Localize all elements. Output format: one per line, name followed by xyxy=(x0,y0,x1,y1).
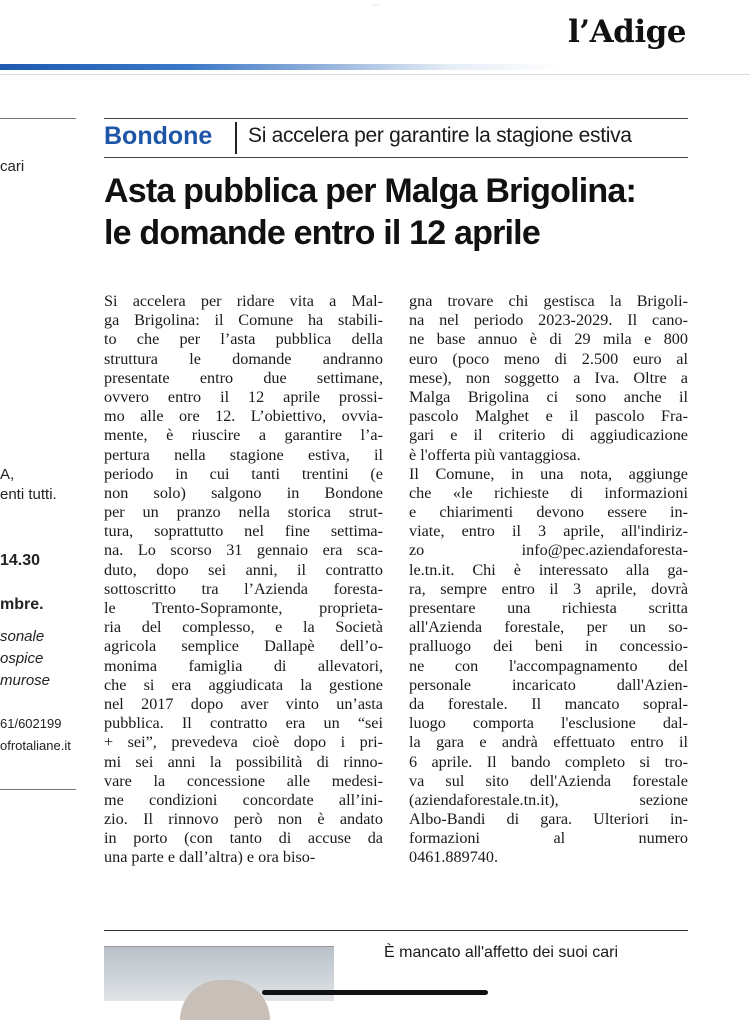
article-text-line: periodo in cui tanti trentini (e xyxy=(104,464,383,483)
masthead-gradient-rule xyxy=(0,64,750,70)
article-text-line: ga Brigolina: il Comune ha stabili- xyxy=(104,311,383,330)
article-text-line: pralluogo dei beni in concessio- xyxy=(409,637,688,656)
obituary-text: È mancato all'affetto dei suoi cari xyxy=(384,944,618,961)
article-text-line: in porto (con tanto di accuse da xyxy=(104,829,383,848)
kicker-topic: Bondone xyxy=(104,122,213,150)
article-text-line: (aziendaforestale.tn.it), sezione xyxy=(409,790,688,809)
article-text-line: Albo-Bandi di gara. Ulteriori in- xyxy=(409,810,688,829)
article-text-line: va sul sito dell'Azienda forestale xyxy=(409,771,688,790)
article-text-line: agricola semplice Dallapè dell’o- xyxy=(104,637,383,656)
drag-handle: ··· xyxy=(371,1,379,10)
article-text-line: presentare una richiesta scritta xyxy=(409,599,688,617)
article-text-line: na. Lo scorso 31 gennaio era sca- xyxy=(104,541,383,560)
article-text-line: le Trento-Sopramonte, proprieta- xyxy=(104,599,383,617)
article-column-left xyxy=(104,292,383,868)
article-text-line: sottoscritto tra l’Azienda foresta- xyxy=(104,579,383,598)
left-fragment-text: ofrotaliane.it xyxy=(0,738,71,753)
article-text-line: ne con l'accompagnamento del xyxy=(409,656,688,675)
article-text-line: Il Comune, in una nota, aggiunge xyxy=(409,464,688,483)
article-text-line: tura, soprattutto nel fine settima- xyxy=(104,522,383,541)
article-text-line: pubblica. Il contratto era un “sei xyxy=(104,714,383,733)
article-text-line: ovvero entro il 12 aprile prossi- xyxy=(104,387,383,406)
article-text-line: mese), non soggetto a Iva. Oltre a xyxy=(409,368,688,387)
home-indicator-bar[interactable] xyxy=(262,990,488,995)
article-text-line: zo info@pec.aziendaforesta- xyxy=(409,541,688,560)
left-fragment-text: 14.30 xyxy=(0,552,41,569)
kicker-bottom-rule xyxy=(104,157,688,158)
left-fragment-text: 61/602199 xyxy=(0,716,62,731)
left-fragment-text: ospice xyxy=(0,650,44,667)
article-text-line: gna trovare chi gestisca la Brigoli- xyxy=(409,292,688,310)
left-fragment-text: murose xyxy=(0,672,51,689)
kicker-separator xyxy=(235,122,237,154)
article-text-line: personale incaricato dall'Azien- xyxy=(409,675,688,694)
article-text-line: Malga Brigolina ci sono anche il xyxy=(409,387,688,406)
article-text-line: nel 2017 dopo aver vinto un’asta xyxy=(104,694,383,713)
left-column-top-rule xyxy=(0,118,76,119)
headline-line: Asta pubblica per Malga Brigolina: xyxy=(104,172,636,210)
article-text-line: e chiarimenti devono essere in- xyxy=(409,503,688,522)
article-text-line: pertura nella stagione estiva, il xyxy=(104,445,383,464)
article-text-line: ria del complesso, e la Società xyxy=(104,618,383,637)
headline-line: le domande entro il 12 aprile xyxy=(104,214,540,252)
left-column-bottom-rule xyxy=(0,789,76,790)
article-text-line: presentate entro due settimane, xyxy=(104,368,383,387)
article-text-line: non solo) salgono in Bondone xyxy=(104,483,383,502)
article-text-line: ne base annuo è di 29 mila e 800 xyxy=(409,330,688,349)
article-text-line: mente, è riuscire a garantire l’a- xyxy=(104,426,383,445)
left-fragment-text: cari xyxy=(0,158,25,175)
article-text-line: struttura le domande andranno xyxy=(104,349,383,368)
left-fragment-text: sonale xyxy=(0,628,45,645)
article-text-line: una parte e dall’altra) e ora biso- xyxy=(104,848,316,867)
article-headline xyxy=(104,170,694,254)
section-divider xyxy=(104,930,688,931)
newspaper-masthead: l’Adige xyxy=(568,14,686,50)
article-text-line: zio. Il rinnovo però non è andato xyxy=(104,810,383,829)
article-text-line: mi sei anni la possibilità di rinno- xyxy=(104,752,383,771)
article-text-line: Si accelera per ridare vita a Mal- xyxy=(104,292,383,310)
article-text-line: che si era aggiudicata la gestione xyxy=(104,675,383,694)
left-fragment-text: mbre. xyxy=(0,596,44,613)
article-text-line: euro (poco meno di 2.500 euro al xyxy=(409,349,688,368)
article-text-line: to che per l’asta pubblica della xyxy=(104,330,383,349)
article-text-line: da forestale. Il mancato sopral- xyxy=(409,694,688,713)
article-text-line: me condizioni concordate all’ini- xyxy=(104,790,383,809)
masthead-hairline xyxy=(0,74,750,75)
kicker-subtitle: Si accelera per garantire la stagione estiva xyxy=(248,124,632,147)
article-text-line: + sei”, prevedeva cioè dopo i pri- xyxy=(104,733,383,752)
kicker-top-rule xyxy=(104,118,688,119)
article-text-line: per un pranzo nella storica strut- xyxy=(104,503,383,522)
article-text-line: viate, entro il 3 aprile, all'indiriz- xyxy=(409,522,688,541)
article-text-line: 0461.889740. xyxy=(409,848,499,867)
article-text-line: che «le richieste di informazioni xyxy=(409,483,688,502)
article-text-line: pascolo Malghet e il pascolo Fra- xyxy=(409,407,688,426)
article-text-line: gari e il criterio di aggiudicazione xyxy=(409,426,688,445)
article-text-line: mo alle ore 12. L’obiettivo, ovvia- xyxy=(104,407,383,426)
article-text-line: le.tn.it. Chi è interessato alla ga- xyxy=(409,560,688,579)
left-fragment-text: enti tutti. xyxy=(0,486,57,503)
left-fragment-text: A, xyxy=(0,466,15,483)
article-text-line: ra, sempre entro il 3 aprile, dovrà xyxy=(409,579,688,598)
article-text-line: duto, dopo sei anni, il contratto xyxy=(104,560,383,579)
article-column-right xyxy=(409,292,688,868)
article-text-line: all'Azienda forestale, per un so- xyxy=(409,618,688,637)
article-text-line: na nel periodo 2023-2029. Il cano- xyxy=(409,311,688,330)
article-text-line: vare la concessione alle medesi- xyxy=(104,771,383,790)
article-text-line: è l'offerta più vantaggiosa. xyxy=(409,445,581,464)
article-text-line: luogo comporta l'esclusione dal- xyxy=(409,714,688,733)
adjacent-article-fragment xyxy=(0,118,76,818)
article-text-line: monima famiglia di allevatori, xyxy=(104,656,383,675)
article-text-line: la gara e andrà effettuato entro il xyxy=(409,733,688,752)
article-text-line: 6 aprile. Il bando completo si tro- xyxy=(409,752,688,771)
article-text-line: formazioni al numero xyxy=(409,829,688,848)
